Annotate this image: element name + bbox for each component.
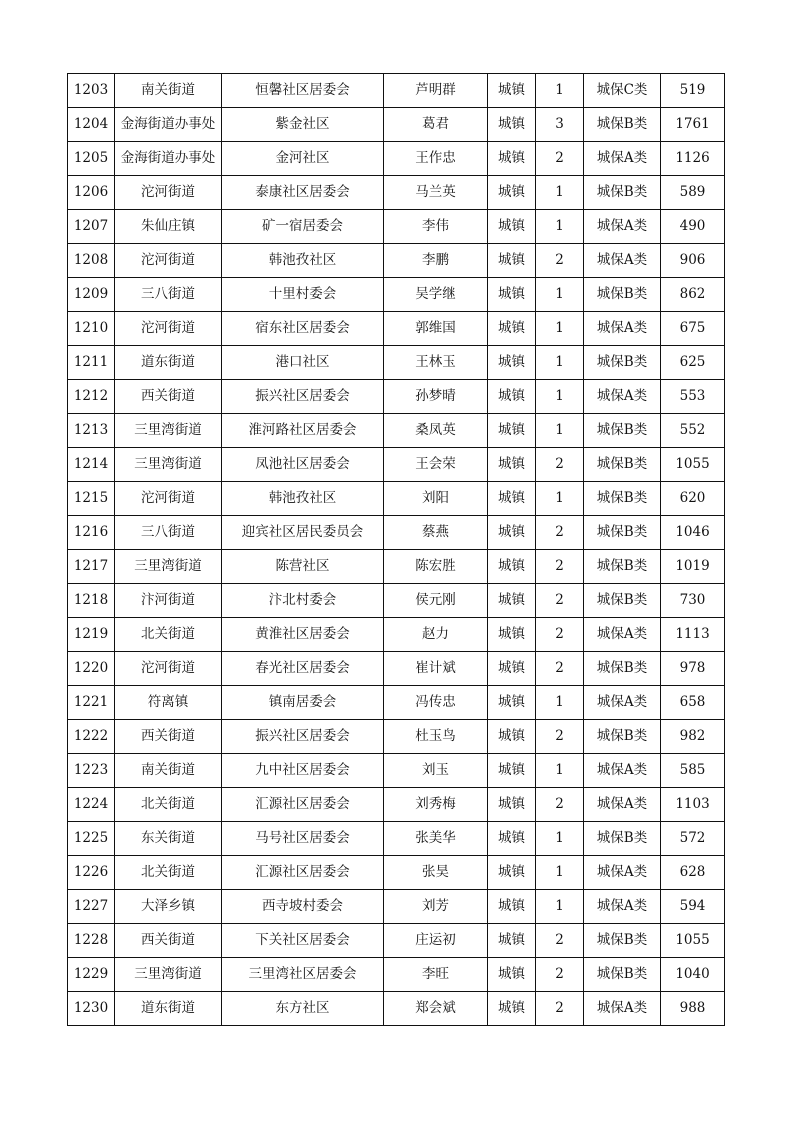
household-count-cell: 3 — [536, 108, 584, 142]
amount-cell: 1040 — [661, 958, 725, 992]
record-number-cell: 1204 — [68, 108, 115, 142]
insurance-category-cell: 城保B类 — [584, 550, 661, 584]
insurance-category-cell: 城保B类 — [584, 414, 661, 448]
amount-cell: 1103 — [661, 788, 725, 822]
amount-cell: 552 — [661, 414, 725, 448]
record-number-cell: 1228 — [68, 924, 115, 958]
record-number-cell: 1224 — [68, 788, 115, 822]
amount-cell: 625 — [661, 346, 725, 380]
insurance-category-cell: 城保C类 — [584, 74, 661, 108]
community-cell: 三里湾社区居委会 — [222, 958, 384, 992]
record-number-cell: 1205 — [68, 142, 115, 176]
household-count-cell: 1 — [536, 346, 584, 380]
record-number-cell: 1219 — [68, 618, 115, 652]
insurance-category-cell: 城保B类 — [584, 958, 661, 992]
table-row — [68, 108, 725, 142]
community-cell: 淮河路社区居委会 — [222, 414, 384, 448]
record-number-cell: 1229 — [68, 958, 115, 992]
community-cell: 汇源社区居委会 — [222, 788, 384, 822]
community-cell: 迎宾社区居民委员会 — [222, 516, 384, 550]
table-row — [68, 720, 725, 754]
person-name-cell: 芦明群 — [384, 74, 488, 108]
amount-cell: 862 — [661, 278, 725, 312]
subdistrict-cell: 大泽乡镇 — [115, 890, 222, 924]
area-type-cell: 城镇 — [488, 142, 536, 176]
person-name-cell: 葛君 — [384, 108, 488, 142]
subdistrict-cell: 南关街道 — [115, 74, 222, 108]
area-type-cell: 城镇 — [488, 754, 536, 788]
record-number-cell: 1214 — [68, 448, 115, 482]
record-number-cell: 1211 — [68, 346, 115, 380]
subdistrict-cell: 南关街道 — [115, 754, 222, 788]
area-type-cell: 城镇 — [488, 822, 536, 856]
amount-cell: 594 — [661, 890, 725, 924]
household-count-cell: 2 — [536, 584, 584, 618]
records-table-body — [68, 74, 725, 1026]
subdistrict-cell: 沱河街道 — [115, 244, 222, 278]
insurance-category-cell: 城保B类 — [584, 652, 661, 686]
household-count-cell: 2 — [536, 142, 584, 176]
amount-cell: 1019 — [661, 550, 725, 584]
community-cell: 宿东社区居委会 — [222, 312, 384, 346]
insurance-category-cell: 城保A类 — [584, 210, 661, 244]
person-name-cell: 郑会斌 — [384, 992, 488, 1026]
amount-cell: 620 — [661, 482, 725, 516]
table-row — [68, 244, 725, 278]
table-row — [68, 482, 725, 516]
area-type-cell: 城镇 — [488, 550, 536, 584]
person-name-cell: 孙梦晴 — [384, 380, 488, 414]
amount-cell: 572 — [661, 822, 725, 856]
subdistrict-cell: 朱仙庄镇 — [115, 210, 222, 244]
subdistrict-cell: 道东街道 — [115, 992, 222, 1026]
record-number-cell: 1213 — [68, 414, 115, 448]
person-name-cell: 王作忠 — [384, 142, 488, 176]
record-number-cell: 1218 — [68, 584, 115, 618]
community-cell: 泰康社区居委会 — [222, 176, 384, 210]
area-type-cell: 城镇 — [488, 584, 536, 618]
household-count-cell: 1 — [536, 890, 584, 924]
subdistrict-cell: 金海街道办事处 — [115, 142, 222, 176]
household-count-cell: 2 — [536, 448, 584, 482]
community-cell: 黄淮社区居委会 — [222, 618, 384, 652]
area-type-cell: 城镇 — [488, 720, 536, 754]
area-type-cell: 城镇 — [488, 278, 536, 312]
community-cell: 九中社区居委会 — [222, 754, 384, 788]
table-row — [68, 856, 725, 890]
person-name-cell: 冯传忠 — [384, 686, 488, 720]
community-cell: 恒馨社区居委会 — [222, 74, 384, 108]
area-type-cell: 城镇 — [488, 958, 536, 992]
person-name-cell: 陈宏胜 — [384, 550, 488, 584]
household-count-cell: 1 — [536, 686, 584, 720]
area-type-cell: 城镇 — [488, 890, 536, 924]
subdistrict-cell: 沱河街道 — [115, 652, 222, 686]
household-count-cell: 1 — [536, 754, 584, 788]
subdistrict-cell: 沱河街道 — [115, 176, 222, 210]
record-number-cell: 1221 — [68, 686, 115, 720]
area-type-cell: 城镇 — [488, 788, 536, 822]
subdistrict-cell: 道东街道 — [115, 346, 222, 380]
area-type-cell: 城镇 — [488, 992, 536, 1026]
table-row — [68, 142, 725, 176]
area-type-cell: 城镇 — [488, 618, 536, 652]
household-count-cell: 1 — [536, 278, 584, 312]
community-cell: 春光社区居委会 — [222, 652, 384, 686]
person-name-cell: 刘玉 — [384, 754, 488, 788]
table-row — [68, 822, 725, 856]
insurance-category-cell: 城保A类 — [584, 618, 661, 652]
record-number-cell: 1227 — [68, 890, 115, 924]
amount-cell: 906 — [661, 244, 725, 278]
table-row — [68, 686, 725, 720]
household-count-cell: 2 — [536, 720, 584, 754]
record-number-cell: 1210 — [68, 312, 115, 346]
insurance-category-cell: 城保B类 — [584, 822, 661, 856]
table-row — [68, 618, 725, 652]
table-row — [68, 278, 725, 312]
community-cell: 西寺坡村委会 — [222, 890, 384, 924]
subdistrict-cell: 金海街道办事处 — [115, 108, 222, 142]
table-row — [68, 652, 725, 686]
insurance-category-cell: 城保B类 — [584, 516, 661, 550]
person-name-cell: 郭维国 — [384, 312, 488, 346]
amount-cell: 589 — [661, 176, 725, 210]
amount-cell: 658 — [661, 686, 725, 720]
person-name-cell: 刘阳 — [384, 482, 488, 516]
table-row — [68, 74, 725, 108]
household-count-cell: 2 — [536, 618, 584, 652]
person-name-cell: 吴学继 — [384, 278, 488, 312]
amount-cell: 982 — [661, 720, 725, 754]
amount-cell: 1055 — [661, 448, 725, 482]
person-name-cell: 赵力 — [384, 618, 488, 652]
subdistrict-cell: 三八街道 — [115, 516, 222, 550]
household-count-cell: 2 — [536, 516, 584, 550]
household-count-cell: 2 — [536, 652, 584, 686]
amount-cell: 675 — [661, 312, 725, 346]
community-cell: 镇南居委会 — [222, 686, 384, 720]
person-name-cell: 王林玉 — [384, 346, 488, 380]
person-name-cell: 张昊 — [384, 856, 488, 890]
table-row — [68, 210, 725, 244]
insurance-category-cell: 城保A类 — [584, 686, 661, 720]
amount-cell: 1055 — [661, 924, 725, 958]
subdistrict-cell: 东关街道 — [115, 822, 222, 856]
table-row — [68, 754, 725, 788]
household-count-cell: 1 — [536, 74, 584, 108]
record-number-cell: 1208 — [68, 244, 115, 278]
subdistrict-cell: 沱河街道 — [115, 312, 222, 346]
table-row — [68, 346, 725, 380]
table-row — [68, 448, 725, 482]
record-number-cell: 1226 — [68, 856, 115, 890]
table-row — [68, 380, 725, 414]
insurance-category-cell: 城保B类 — [584, 108, 661, 142]
person-name-cell: 王会荣 — [384, 448, 488, 482]
table-row — [68, 992, 725, 1026]
person-name-cell: 崔计斌 — [384, 652, 488, 686]
amount-cell: 519 — [661, 74, 725, 108]
community-cell: 汇源社区居委会 — [222, 856, 384, 890]
record-number-cell: 1206 — [68, 176, 115, 210]
records-table — [67, 73, 725, 1026]
area-type-cell: 城镇 — [488, 516, 536, 550]
community-cell: 凤池社区居委会 — [222, 448, 384, 482]
table-row — [68, 788, 725, 822]
household-count-cell: 2 — [536, 958, 584, 992]
record-number-cell: 1216 — [68, 516, 115, 550]
subdistrict-cell: 三里湾街道 — [115, 550, 222, 584]
record-number-cell: 1225 — [68, 822, 115, 856]
amount-cell: 585 — [661, 754, 725, 788]
community-cell: 紫金社区 — [222, 108, 384, 142]
insurance-category-cell: 城保B类 — [584, 278, 661, 312]
insurance-category-cell: 城保B类 — [584, 924, 661, 958]
subdistrict-cell: 三八街道 — [115, 278, 222, 312]
household-count-cell: 1 — [536, 210, 584, 244]
insurance-category-cell: 城保B类 — [584, 482, 661, 516]
subdistrict-cell: 沱河街道 — [115, 482, 222, 516]
record-number-cell: 1220 — [68, 652, 115, 686]
insurance-category-cell: 城保A类 — [584, 312, 661, 346]
record-number-cell: 1215 — [68, 482, 115, 516]
household-count-cell: 1 — [536, 380, 584, 414]
area-type-cell: 城镇 — [488, 686, 536, 720]
person-name-cell: 刘秀梅 — [384, 788, 488, 822]
community-cell: 港口社区 — [222, 346, 384, 380]
record-number-cell: 1203 — [68, 74, 115, 108]
amount-cell: 1126 — [661, 142, 725, 176]
record-number-cell: 1209 — [68, 278, 115, 312]
amount-cell: 490 — [661, 210, 725, 244]
household-count-cell: 2 — [536, 788, 584, 822]
community-cell: 下关社区居委会 — [222, 924, 384, 958]
amount-cell: 553 — [661, 380, 725, 414]
community-cell: 陈营社区 — [222, 550, 384, 584]
insurance-category-cell: 城保B类 — [584, 720, 661, 754]
person-name-cell: 李鹏 — [384, 244, 488, 278]
table-row — [68, 924, 725, 958]
household-count-cell: 2 — [536, 992, 584, 1026]
table-row — [68, 584, 725, 618]
person-name-cell: 蔡燕 — [384, 516, 488, 550]
subdistrict-cell: 西关街道 — [115, 380, 222, 414]
insurance-category-cell: 城保A类 — [584, 380, 661, 414]
household-count-cell: 2 — [536, 924, 584, 958]
subdistrict-cell: 三里湾街道 — [115, 958, 222, 992]
community-cell: 马号社区居委会 — [222, 822, 384, 856]
area-type-cell: 城镇 — [488, 924, 536, 958]
insurance-category-cell: 城保A类 — [584, 992, 661, 1026]
area-type-cell: 城镇 — [488, 414, 536, 448]
community-cell: 汴北村委会 — [222, 584, 384, 618]
insurance-category-cell: 城保A类 — [584, 856, 661, 890]
record-number-cell: 1223 — [68, 754, 115, 788]
insurance-category-cell: 城保A类 — [584, 890, 661, 924]
person-name-cell: 张美华 — [384, 822, 488, 856]
area-type-cell: 城镇 — [488, 176, 536, 210]
record-number-cell: 1207 — [68, 210, 115, 244]
insurance-category-cell: 城保B类 — [584, 584, 661, 618]
amount-cell: 978 — [661, 652, 725, 686]
insurance-category-cell: 城保B类 — [584, 346, 661, 380]
amount-cell: 988 — [661, 992, 725, 1026]
household-count-cell: 2 — [536, 550, 584, 584]
area-type-cell: 城镇 — [488, 856, 536, 890]
table-row — [68, 176, 725, 210]
area-type-cell: 城镇 — [488, 244, 536, 278]
insurance-category-cell: 城保B类 — [584, 448, 661, 482]
person-name-cell: 刘芳 — [384, 890, 488, 924]
record-number-cell: 1212 — [68, 380, 115, 414]
table-row — [68, 414, 725, 448]
table-row — [68, 958, 725, 992]
subdistrict-cell: 北关街道 — [115, 856, 222, 890]
amount-cell: 1113 — [661, 618, 725, 652]
area-type-cell: 城镇 — [488, 108, 536, 142]
community-cell: 金河社区 — [222, 142, 384, 176]
subdistrict-cell: 西关街道 — [115, 924, 222, 958]
area-type-cell: 城镇 — [488, 74, 536, 108]
area-type-cell: 城镇 — [488, 652, 536, 686]
amount-cell: 730 — [661, 584, 725, 618]
household-count-cell: 1 — [536, 856, 584, 890]
household-count-cell: 2 — [536, 244, 584, 278]
household-count-cell: 1 — [536, 312, 584, 346]
subdistrict-cell: 西关街道 — [115, 720, 222, 754]
household-count-cell: 1 — [536, 414, 584, 448]
area-type-cell: 城镇 — [488, 346, 536, 380]
insurance-category-cell: 城保B类 — [584, 176, 661, 210]
person-name-cell: 马兰英 — [384, 176, 488, 210]
community-cell: 矿一宿居委会 — [222, 210, 384, 244]
person-name-cell: 庄运初 — [384, 924, 488, 958]
amount-cell: 1046 — [661, 516, 725, 550]
subdistrict-cell: 三里湾街道 — [115, 448, 222, 482]
community-cell: 振兴社区居委会 — [222, 720, 384, 754]
area-type-cell: 城镇 — [488, 482, 536, 516]
insurance-category-cell: 城保A类 — [584, 788, 661, 822]
community-cell: 东方社区 — [222, 992, 384, 1026]
table-row — [68, 312, 725, 346]
area-type-cell: 城镇 — [488, 312, 536, 346]
record-number-cell: 1217 — [68, 550, 115, 584]
person-name-cell: 李伟 — [384, 210, 488, 244]
household-count-cell: 1 — [536, 822, 584, 856]
person-name-cell: 杜玉鸟 — [384, 720, 488, 754]
community-cell: 韩池孜社区 — [222, 482, 384, 516]
household-count-cell: 1 — [536, 176, 584, 210]
table-row — [68, 550, 725, 584]
subdistrict-cell: 符离镇 — [115, 686, 222, 720]
community-cell: 十里村委会 — [222, 278, 384, 312]
amount-cell: 628 — [661, 856, 725, 890]
record-number-cell: 1222 — [68, 720, 115, 754]
household-count-cell: 1 — [536, 482, 584, 516]
community-cell: 韩池孜社区 — [222, 244, 384, 278]
subdistrict-cell: 三里湾街道 — [115, 414, 222, 448]
community-cell: 振兴社区居委会 — [222, 380, 384, 414]
insurance-category-cell: 城保A类 — [584, 142, 661, 176]
person-name-cell: 李旺 — [384, 958, 488, 992]
area-type-cell: 城镇 — [488, 448, 536, 482]
area-type-cell: 城镇 — [488, 380, 536, 414]
person-name-cell: 桑凤英 — [384, 414, 488, 448]
area-type-cell: 城镇 — [488, 210, 536, 244]
table-row — [68, 516, 725, 550]
subdistrict-cell: 北关街道 — [115, 618, 222, 652]
insurance-category-cell: 城保A类 — [584, 754, 661, 788]
subdistrict-cell: 汴河街道 — [115, 584, 222, 618]
subdistrict-cell: 北关街道 — [115, 788, 222, 822]
table-row — [68, 890, 725, 924]
person-name-cell: 侯元刚 — [384, 584, 488, 618]
record-number-cell: 1230 — [68, 992, 115, 1026]
insurance-category-cell: 城保A类 — [584, 244, 661, 278]
amount-cell: 1761 — [661, 108, 725, 142]
